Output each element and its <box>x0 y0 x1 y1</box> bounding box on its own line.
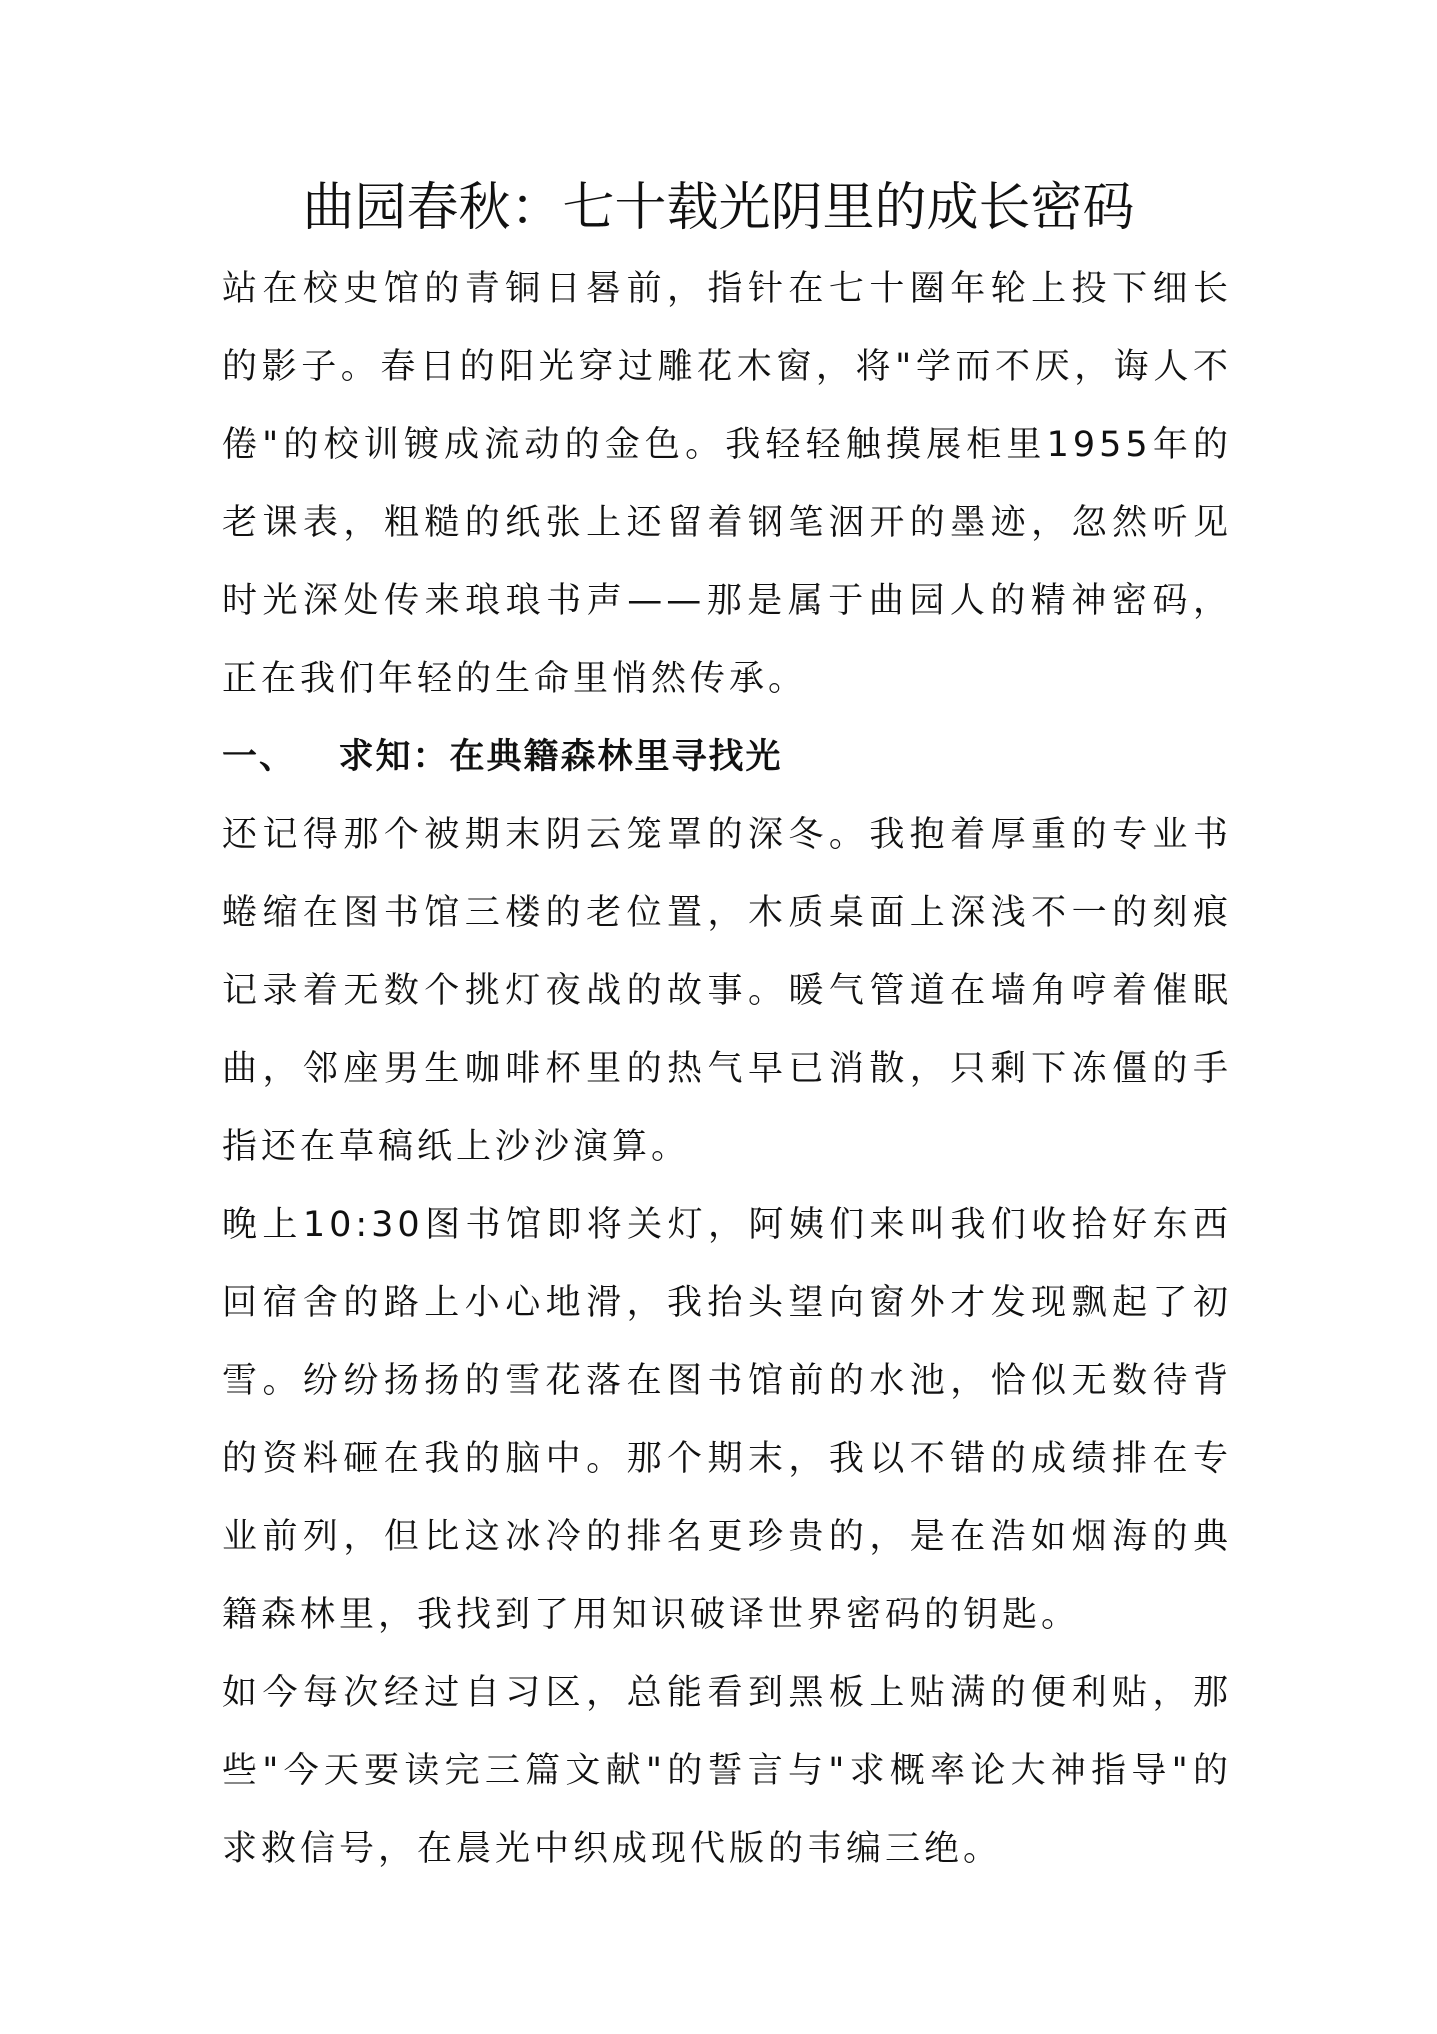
body-paragraph: 晚上10:30图书馆即将关灯，阿姨们来叫我们收拾好东西回宿舍的路上小心地滑，我抬头望向窗外才发现飘起了初雪。纷纷扬扬的雪花落在图书馆前的水池，恰似无数待背的资料砸在我的脑中。那个期末，我以不错的成绩排在专业前列，但比这冰冷的排名更珍贵的，是在浩如烟海的典籍森林里，我找到了用知识破译世界密码的钥匙。 <box>222 1205 1232 1635</box>
document-body <box>222 250 1232 1888</box>
body-paragraph: 还记得那个被期末阴云笼罩的深冬。我抱着厚重的专业书蜷缩在图书馆三楼的老位置，木质桌面上深浅不一的刻痕记录着无数个挑灯夜战的故事。暖气管道在墙角哼着催眠曲，邻座男生咖啡杯里的热气早已消散，只剩下冻僵的手指还在草稿纸上沙沙演算。 <box>222 815 1232 1167</box>
intro-paragraph: 站在校史馆的青铜日晷前，指针在七十圈年轮上投下细长的影子。春日的阳光穿过雕花木窗，将"学而不厌，诲人不倦"的校训镀成流动的金色。我轻轻触摸展柜里1955年的老课表，粗糙的纸张上还留着钢笔洇开的墨迹，忽然听见时光深处传来琅琅书声——那是属于曲园人的精神密码，正在我们年轻的生命里悄然传承。 <box>222 269 1232 699</box>
body-paragraph: 如今每次经过自习区，总能看到黑板上贴满的便利贴，那些"今天要读完三篇文献"的誓言与"求概率论大神指导"的求救信号，在晨光中织成现代版的韦编三绝。 <box>222 1673 1232 1869</box>
section-heading: 一、 求知：在典籍森林里寻找光 <box>222 737 783 777</box>
document-title: 曲园春秋：七十载光阴里的成长密码 <box>302 178 1135 238</box>
